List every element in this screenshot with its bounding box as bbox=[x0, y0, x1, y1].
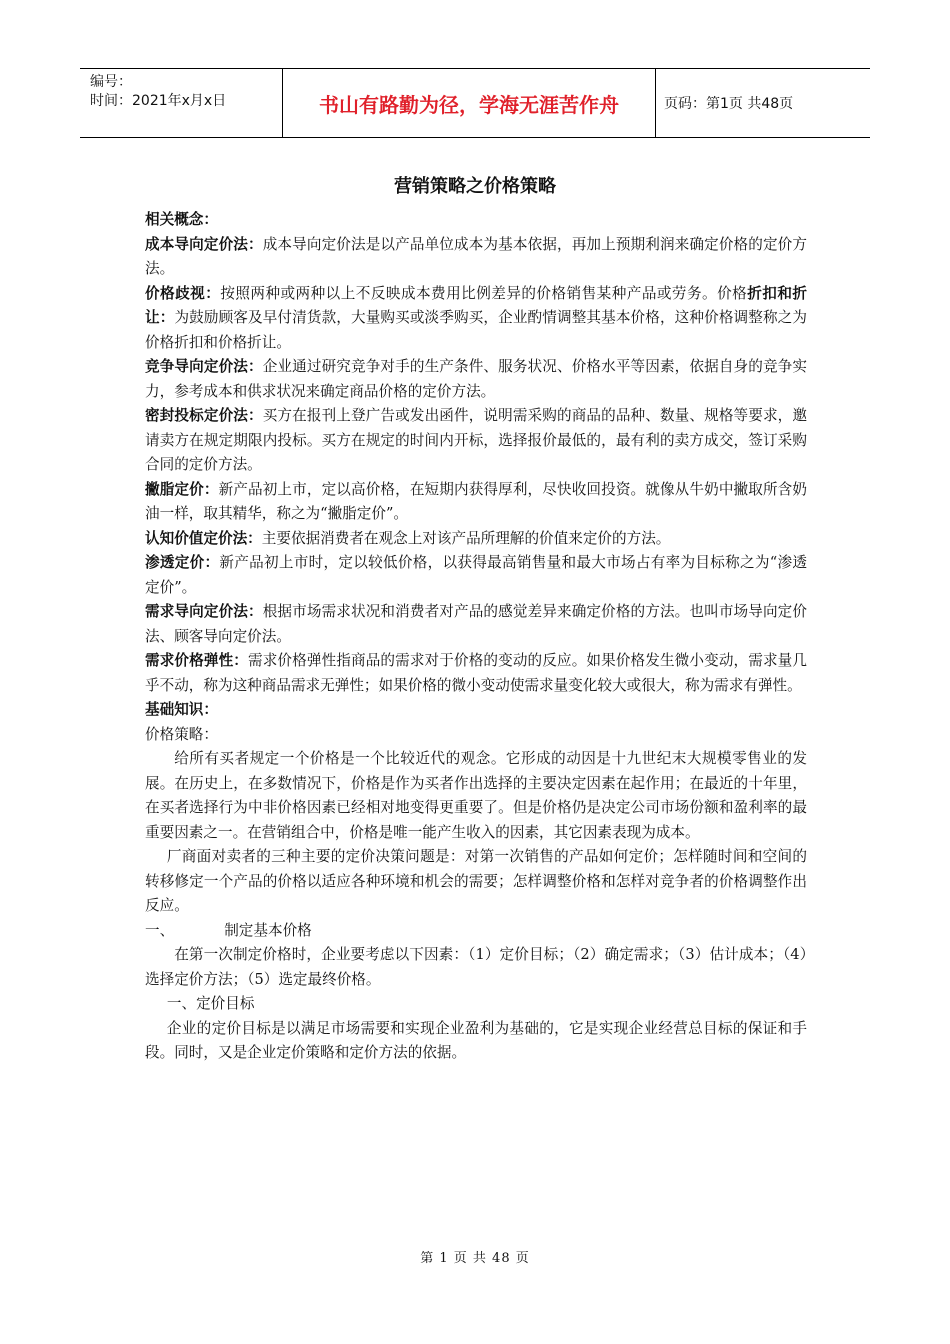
paragraph: 在第一次制定价格时，企业要考虑以下因素：（1）定价目标；（2）确定需求；（3）估计成本；（4）选择定价方法；（5）选定最终价格。 bbox=[145, 946, 807, 988]
term-text: 新产品初上市时，定以较低价格，以获得最高销售量和最大市场占有率为目标称之为“渗透定价”。 bbox=[145, 554, 807, 596]
term-text: 买方在报刊上登广告或发出函件，说明需采购的商品的品种、数量、规格等要求，邀请卖方在规定期限内投标。买方在规定的时间内开标，选择报价最低的，最有利的卖方成交，签订采购合同的定价方法。 bbox=[145, 407, 807, 473]
term-entry bbox=[145, 355, 807, 404]
term-label: 密封投标定价法： bbox=[145, 407, 263, 424]
term-text: 成本导向定价法是以产品单位成本为基本依据，再加上预期利润来确定价格的定价方法。 bbox=[145, 235, 807, 277]
page-footer: 第 1 页 共 48 页 bbox=[420, 1251, 530, 1266]
term-entry bbox=[145, 282, 807, 356]
document-header bbox=[80, 68, 870, 138]
term-text: 新产品初上市，定以高价格，在短期内获得厚利，尽快收回投资。就像从牛奶中撇取所含奶油一样，取其精华，称之为“撇脂定价”。 bbox=[145, 480, 807, 522]
date-line: 时间：2021年x月x日 bbox=[90, 93, 227, 109]
term-label: 撇脂定价： bbox=[145, 480, 219, 498]
term-text: 主要依据消费者在观念上对该产品所理解的价值来定价的方法。 bbox=[261, 529, 671, 547]
header-meta bbox=[80, 69, 282, 137]
term-entry bbox=[145, 649, 807, 698]
paragraph: 厂商面对卖者的三种主要的定价决策问题是：对第一次销售的产品如何定价；怎样随时间和空间的转移修定一个产品的价格以适应各种环境和机会的需要；怎样调整价格和怎样对竞争者的价格调整作出反应。 bbox=[145, 848, 807, 914]
term-label: 渗透定价： bbox=[145, 554, 220, 571]
heading-number: 一、 bbox=[145, 921, 175, 939]
term-label: 需求价格弹性： bbox=[145, 652, 248, 669]
term-entry bbox=[145, 527, 807, 552]
term-entry bbox=[145, 600, 807, 649]
term-entry bbox=[145, 233, 807, 282]
paragraph: 给所有买者规定一个价格是一个比较近代的观念。它形成的动因是十九世纪末大规模零售业的发展。在历史上，在多数情况下，价格是作为买者作出选择的主要决定因素在起作用；在最近的十年里，在买者选择行为中非价格因素已经相对地变得更重要了。但是价格仍是决定公司市场份额和盈利率的最重要因素之一。在营销组合中，价格是唯一能产生收入的因素，其它因素表现为成本。 bbox=[145, 750, 807, 841]
subheading-pricing-goal: 一、定价目标 bbox=[166, 995, 255, 1012]
term-label: 认知价值定价法： bbox=[145, 529, 262, 547]
term-text: 根据市场需求状况和消费者对产品的感觉差异来确定价格的方法。也叫市场导向定价法、顾客导向定价法。 bbox=[145, 603, 807, 645]
section-heading-basics: 基础知识： bbox=[145, 701, 218, 718]
term-label: 折扣和折让： bbox=[145, 284, 807, 326]
term-label: 需求导向定价法： bbox=[145, 603, 263, 620]
header-page-info: 页码：第1页 共48页 bbox=[664, 96, 794, 112]
subheading-price-strategy: 价格策略： bbox=[145, 725, 218, 743]
heading-text: 制定基本价格 bbox=[224, 921, 312, 939]
term-entry bbox=[145, 551, 807, 600]
section-heading-concepts: 相关概念： bbox=[145, 211, 218, 228]
paragraph: 企业的定价目标是以满足市场需要和实现企业盈利为基础的，它是实现企业经营总目标的保证和手段。同时，又是企业定价策略和定价方法的依据。 bbox=[145, 1019, 807, 1061]
term-text: 为鼓励顾客及早付清货款，大量购买或淡季购买，企业酌情调整其基本价格，这种价格调整称之为价格折扣和价格折让。 bbox=[145, 309, 807, 351]
document-title: 营销策略之价格策略 bbox=[394, 176, 556, 197]
header-motto: 书山有路勤为径，学海无涯苦作舟 bbox=[282, 69, 656, 137]
term-text: 需求价格弹性指商品的需求对于价格的变动的反应。如果价格发生微小变动，需求量几乎不动，称为这种商品需求无弹性；如果价格的微小变动使需求量变化较大或很大，称为需求有弹性。 bbox=[145, 652, 807, 694]
term-label: 竞争导向定价法： bbox=[145, 358, 263, 375]
term-text: 按照两种或两种以上不反映成本费用比例差异的价格销售某种产品或劳务。价格 bbox=[220, 284, 748, 302]
term-label: 成本导向定价法： bbox=[145, 235, 263, 253]
heading-level1 bbox=[145, 919, 807, 944]
number-label: 编号： bbox=[90, 74, 132, 90]
term-entry bbox=[145, 404, 807, 478]
document-body bbox=[145, 208, 807, 1066]
term-text: 企业通过研究竞争对手的生产条件、服务状况、价格水平等因素，依据自身的竞争实力，参考成本和供求状况来确定商品价格的定价方法。 bbox=[145, 358, 807, 400]
term-label: 价格歧视： bbox=[145, 284, 221, 302]
term-entry bbox=[145, 478, 807, 527]
